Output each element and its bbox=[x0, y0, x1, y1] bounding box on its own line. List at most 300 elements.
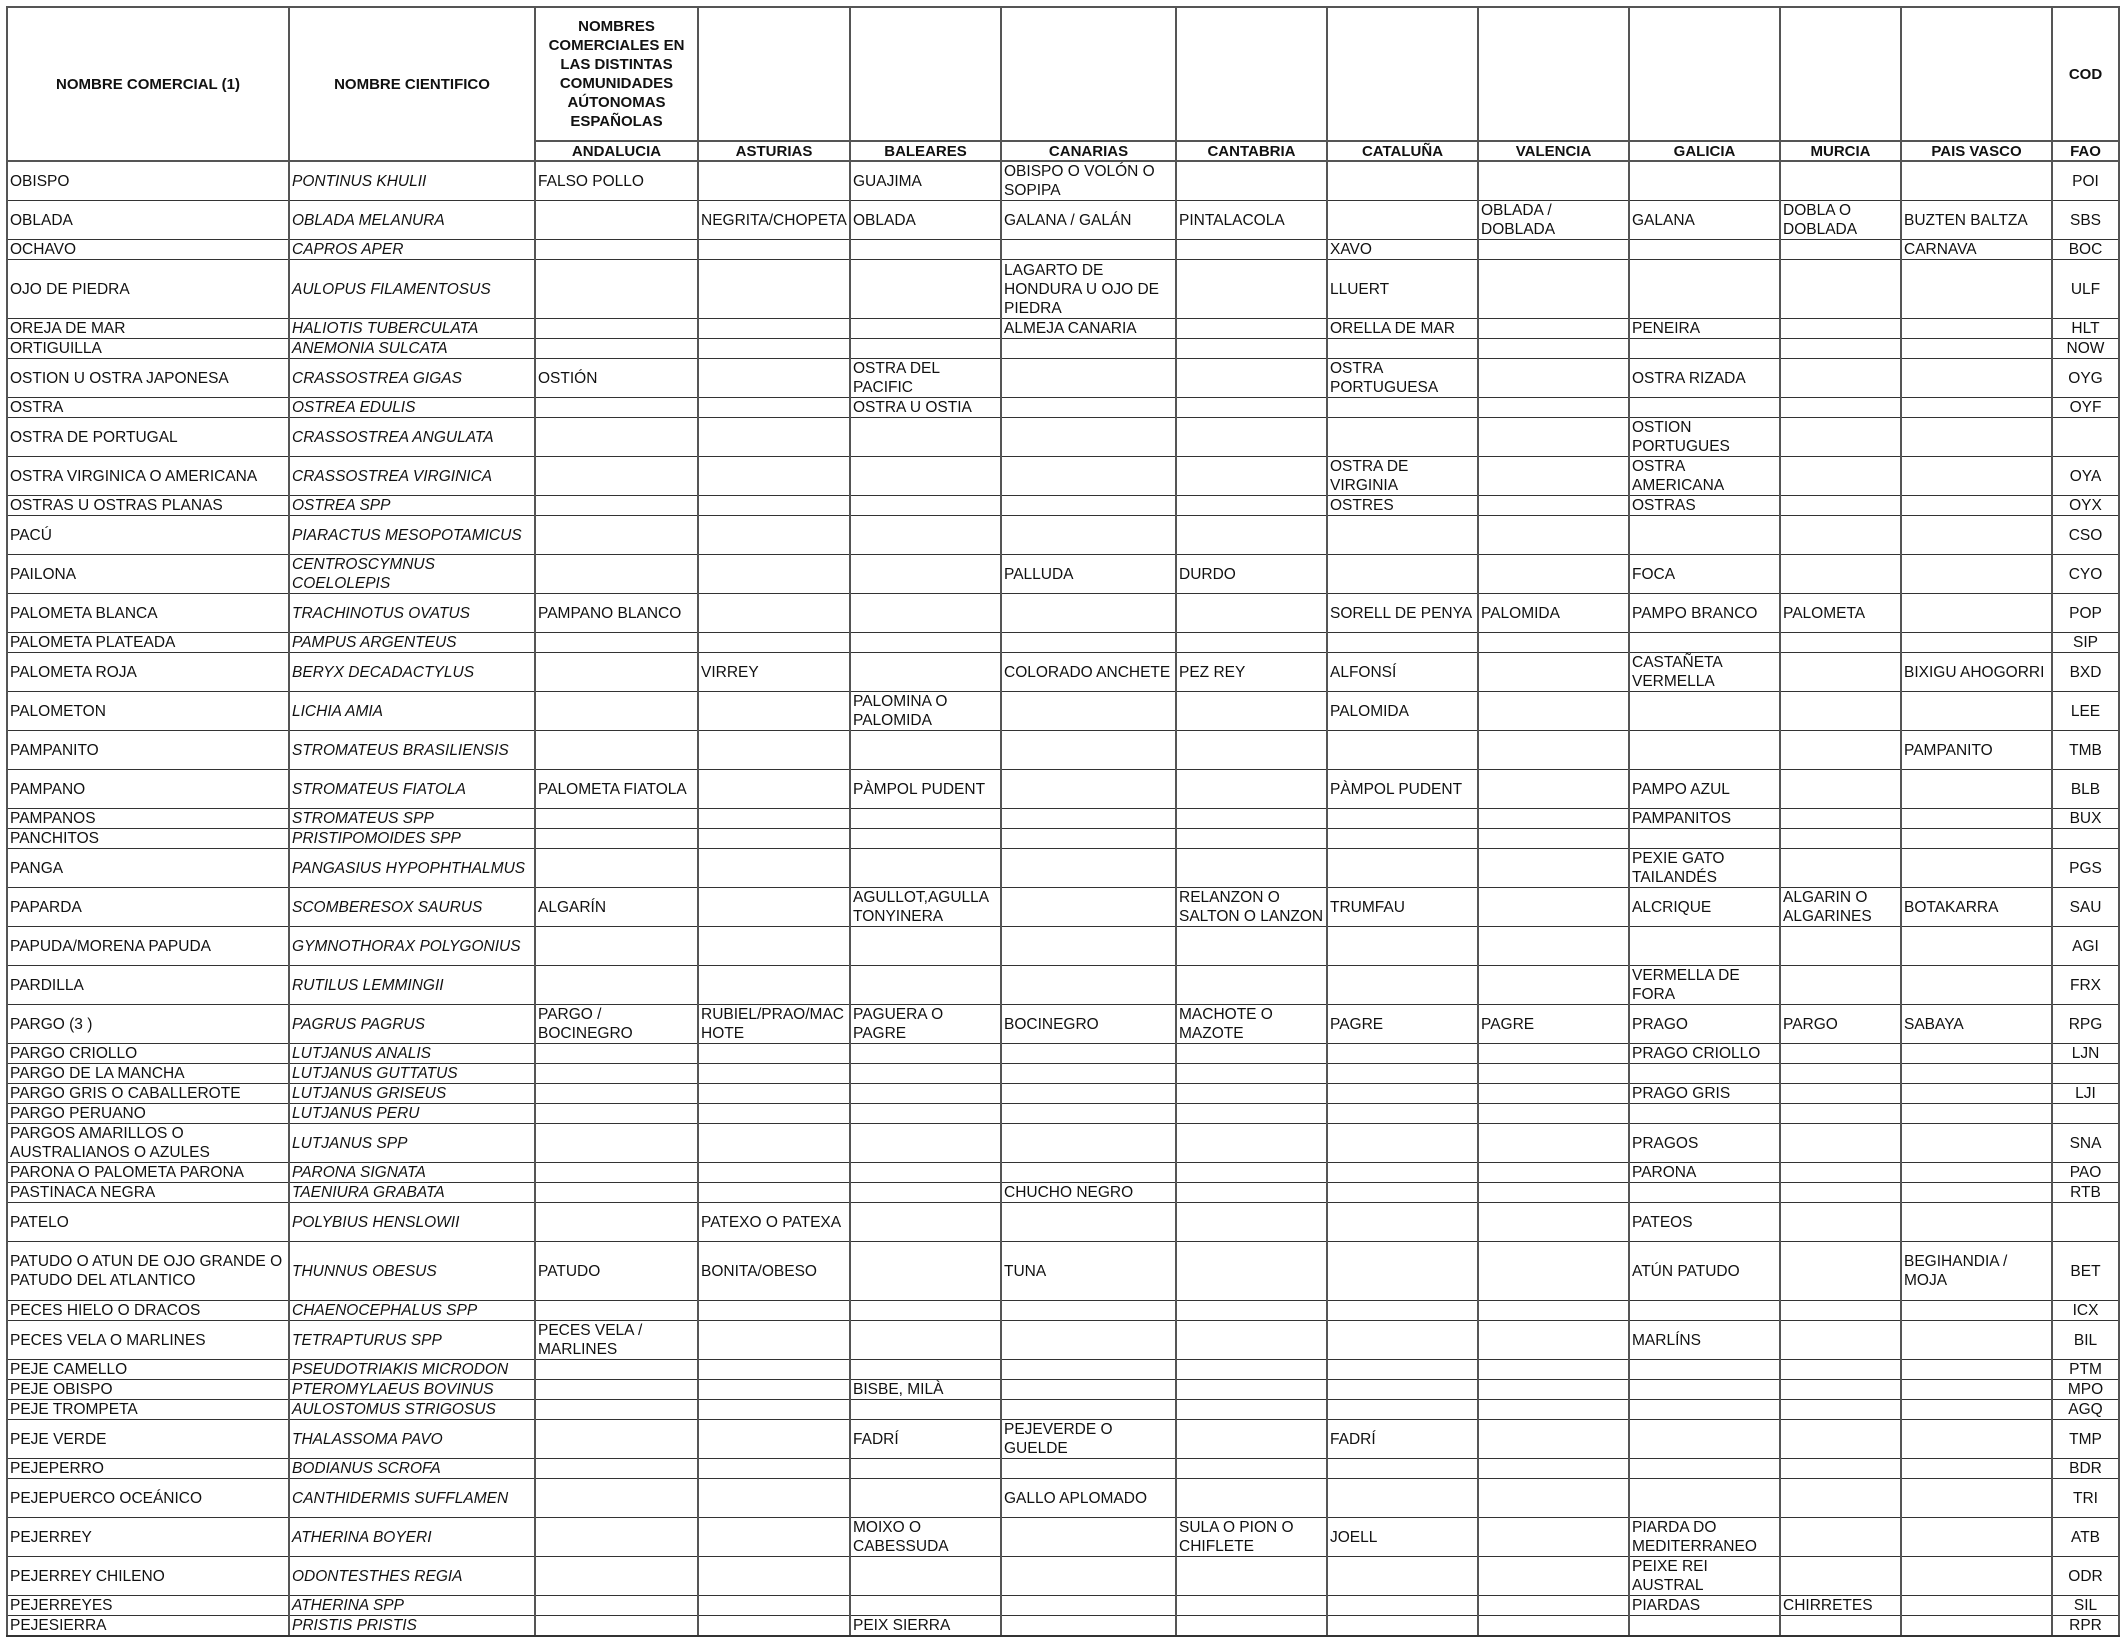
cell-pais-vasco: PAMPANITO bbox=[1901, 731, 2052, 770]
cell-andalucia bbox=[535, 966, 698, 1005]
cell-valencia bbox=[1478, 1044, 1629, 1064]
table-row bbox=[7, 1557, 2119, 1596]
cell-baleares bbox=[850, 966, 1001, 1005]
cell-baleares: PÀMPOL PUDENT bbox=[850, 770, 1001, 809]
cell-cantabria bbox=[1176, 1163, 1327, 1183]
cell-pais-vasco bbox=[1901, 633, 2052, 653]
cell-asturias bbox=[698, 1479, 850, 1518]
cell-asturias: PATEXO O PATEXA bbox=[698, 1203, 850, 1242]
cell-fao-code: LJN bbox=[2052, 1044, 2119, 1064]
cell-asturias bbox=[698, 240, 850, 260]
cell-nombre-comercial: PALOMETA BLANCA bbox=[7, 594, 289, 633]
header-blank bbox=[1001, 7, 1176, 141]
table-row bbox=[7, 1400, 2119, 1420]
cell-nombre-cientifico: GYMNOTHORAX POLYGONIUS bbox=[289, 927, 535, 966]
cell-canarias: GALANA / GALÁN bbox=[1001, 201, 1176, 240]
cell-asturias bbox=[698, 1360, 850, 1380]
cell-murcia bbox=[1780, 1203, 1901, 1242]
cell-nombre-comercial: PEJESIERRA bbox=[7, 1616, 289, 1637]
cell-cantabria bbox=[1176, 966, 1327, 1005]
cell-pais-vasco bbox=[1901, 260, 2052, 319]
cell-nombre-cientifico: LUTJANUS ANALIS bbox=[289, 1044, 535, 1064]
cell-galicia: PRAGO CRIOLLO bbox=[1629, 1044, 1780, 1064]
cell-baleares bbox=[850, 1557, 1001, 1596]
cell-valencia: PAGRE bbox=[1478, 1005, 1629, 1044]
cell-nombre-cientifico: CAPROS APER bbox=[289, 240, 535, 260]
cell-canarias bbox=[1001, 1104, 1176, 1124]
cell-galicia: PIARDAS bbox=[1629, 1596, 1780, 1616]
cell-andalucia bbox=[535, 1104, 698, 1124]
cell-valencia bbox=[1478, 457, 1629, 496]
cell-valencia bbox=[1478, 809, 1629, 829]
cell-valencia bbox=[1478, 888, 1629, 927]
cell-cantabria bbox=[1176, 1557, 1327, 1596]
cell-asturias bbox=[698, 398, 850, 418]
cell-pais-vasco: BIXIGU AHOGORRI bbox=[1901, 653, 2052, 692]
cell-fao-code: ICX bbox=[2052, 1301, 2119, 1321]
cell-galicia bbox=[1629, 1479, 1780, 1518]
cell-nombre-cientifico: BERYX DECADACTYLUS bbox=[289, 653, 535, 692]
cell-nombre-cientifico: PONTINUS KHULII bbox=[289, 161, 535, 201]
cell-asturias bbox=[698, 339, 850, 359]
cell-canarias bbox=[1001, 496, 1176, 516]
header-nombre-comercial: NOMBRE COMERCIAL (1) bbox=[7, 7, 289, 161]
cell-canarias: PALLUDA bbox=[1001, 555, 1176, 594]
cell-asturias bbox=[698, 829, 850, 849]
cell-cataluna bbox=[1327, 927, 1478, 966]
cell-pais-vasco bbox=[1901, 161, 2052, 201]
cell-asturias bbox=[698, 457, 850, 496]
cell-canarias: OBISPO O VOLÓN O SOPIPA bbox=[1001, 161, 1176, 201]
cell-fao-code: AGQ bbox=[2052, 1400, 2119, 1420]
cell-cataluna bbox=[1327, 161, 1478, 201]
cell-nombre-comercial: OSTRA VIRGINICA O AMERICANA bbox=[7, 457, 289, 496]
cell-cantabria bbox=[1176, 594, 1327, 633]
cell-pais-vasco bbox=[1901, 1203, 2052, 1242]
header-region-cataluna: CATALUÑA bbox=[1327, 141, 1478, 161]
cell-asturias bbox=[698, 1183, 850, 1203]
table-row bbox=[7, 1163, 2119, 1183]
header-cod: COD bbox=[2052, 7, 2119, 141]
cell-canarias bbox=[1001, 1380, 1176, 1400]
cell-galicia bbox=[1629, 1616, 1780, 1637]
cell-asturias bbox=[698, 1124, 850, 1163]
cell-murcia bbox=[1780, 1044, 1901, 1064]
cell-cantabria bbox=[1176, 161, 1327, 201]
cell-valencia bbox=[1478, 516, 1629, 555]
table-row bbox=[7, 1084, 2119, 1104]
cell-nombre-cientifico: TETRAPTURUS SPP bbox=[289, 1321, 535, 1360]
cell-pais-vasco: BOTAKARRA bbox=[1901, 888, 2052, 927]
cell-valencia bbox=[1478, 1242, 1629, 1301]
cell-pais-vasco bbox=[1901, 829, 2052, 849]
cell-nombre-comercial: PARDILLA bbox=[7, 966, 289, 1005]
cell-valencia bbox=[1478, 1420, 1629, 1459]
cell-canarias bbox=[1001, 1163, 1176, 1183]
cell-cataluna bbox=[1327, 849, 1478, 888]
cell-canarias: TUNA bbox=[1001, 1242, 1176, 1301]
cell-cantabria: SULA O PION O CHIFLETE bbox=[1176, 1518, 1327, 1557]
cell-pais-vasco: BUZTEN BALTZA bbox=[1901, 201, 2052, 240]
cell-nombre-cientifico: LICHIA AMIA bbox=[289, 692, 535, 731]
table-row bbox=[7, 809, 2119, 829]
table-row bbox=[7, 1301, 2119, 1321]
cell-fao-code: POI bbox=[2052, 161, 2119, 201]
cell-asturias bbox=[698, 1459, 850, 1479]
cell-galicia bbox=[1629, 398, 1780, 418]
cell-fao-code bbox=[2052, 418, 2119, 457]
table-row bbox=[7, 1005, 2119, 1044]
cell-asturias bbox=[698, 770, 850, 809]
cell-baleares bbox=[850, 594, 1001, 633]
cell-pais-vasco bbox=[1901, 418, 2052, 457]
cell-galicia bbox=[1629, 633, 1780, 653]
cell-nombre-comercial: PATELO bbox=[7, 1203, 289, 1242]
table-row bbox=[7, 770, 2119, 809]
cell-nombre-cientifico: RUTILUS LEMMINGII bbox=[289, 966, 535, 1005]
cell-canarias: CHUCHO NEGRO bbox=[1001, 1183, 1176, 1203]
table-row bbox=[7, 1242, 2119, 1301]
header-fao: FAO bbox=[2052, 141, 2119, 161]
cell-cantabria bbox=[1176, 240, 1327, 260]
cell-galicia: ALCRIQUE bbox=[1629, 888, 1780, 927]
cell-cataluna bbox=[1327, 633, 1478, 653]
cell-galicia bbox=[1629, 1183, 1780, 1203]
cell-murcia bbox=[1780, 496, 1901, 516]
cell-canarias: COLORADO ANCHETE bbox=[1001, 653, 1176, 692]
cell-murcia bbox=[1780, 849, 1901, 888]
cell-murcia: PALOMETA bbox=[1780, 594, 1901, 633]
cell-cataluna bbox=[1327, 966, 1478, 1005]
cell-cataluna: JOELL bbox=[1327, 1518, 1478, 1557]
cell-galicia bbox=[1629, 260, 1780, 319]
cell-pais-vasco bbox=[1901, 339, 2052, 359]
header-blank bbox=[850, 7, 1001, 141]
cell-cataluna: XAVO bbox=[1327, 240, 1478, 260]
cell-valencia bbox=[1478, 1301, 1629, 1321]
cell-galicia bbox=[1629, 692, 1780, 731]
cell-andalucia bbox=[535, 319, 698, 339]
cell-cataluna bbox=[1327, 1203, 1478, 1242]
cell-baleares bbox=[850, 1400, 1001, 1420]
cell-fao-code: PGS bbox=[2052, 849, 2119, 888]
cell-cataluna bbox=[1327, 809, 1478, 829]
cell-fao-code: OYA bbox=[2052, 457, 2119, 496]
cell-canarias bbox=[1001, 1124, 1176, 1163]
cell-murcia bbox=[1780, 1064, 1901, 1084]
cell-asturias bbox=[698, 1321, 850, 1360]
cell-nombre-comercial: PEJEPERRO bbox=[7, 1459, 289, 1479]
table-row bbox=[7, 1380, 2119, 1400]
cell-asturias: BONITA/OBESO bbox=[698, 1242, 850, 1301]
cell-nombre-comercial: PEJE CAMELLO bbox=[7, 1360, 289, 1380]
table-row bbox=[7, 319, 2119, 339]
cell-cataluna: TRUMFAU bbox=[1327, 888, 1478, 927]
header-blank bbox=[1327, 7, 1478, 141]
cell-nombre-cientifico: ODONTESTHES REGIA bbox=[289, 1557, 535, 1596]
cell-pais-vasco bbox=[1901, 516, 2052, 555]
cell-baleares bbox=[850, 633, 1001, 653]
cell-nombre-cientifico: THALASSOMA PAVO bbox=[289, 1420, 535, 1459]
cell-andalucia: PATUDO bbox=[535, 1242, 698, 1301]
cell-pais-vasco bbox=[1901, 1479, 2052, 1518]
cell-murcia bbox=[1780, 966, 1901, 1005]
cell-pais-vasco bbox=[1901, 1064, 2052, 1084]
cell-andalucia: PALOMETA FIATOLA bbox=[535, 770, 698, 809]
cell-nombre-comercial: PAPUDA/MORENA PAPUDA bbox=[7, 927, 289, 966]
cell-canarias: GALLO APLOMADO bbox=[1001, 1479, 1176, 1518]
cell-andalucia bbox=[535, 829, 698, 849]
cell-fao-code: ATB bbox=[2052, 1518, 2119, 1557]
cell-andalucia bbox=[535, 1163, 698, 1183]
cell-cataluna: OSTRES bbox=[1327, 496, 1478, 516]
cell-nombre-cientifico: AULOSTOMUS STRIGOSUS bbox=[289, 1400, 535, 1420]
cell-nombre-cientifico: STROMATEUS BRASILIENSIS bbox=[289, 731, 535, 770]
cell-pais-vasco bbox=[1901, 809, 2052, 829]
cell-fao-code: BOC bbox=[2052, 240, 2119, 260]
header-region-pais-vasco: PAIS VASCO bbox=[1901, 141, 2052, 161]
species-names-table bbox=[6, 6, 2120, 1637]
cell-canarias bbox=[1001, 927, 1176, 966]
table-row bbox=[7, 1064, 2119, 1084]
cell-galicia bbox=[1629, 516, 1780, 555]
cell-baleares bbox=[850, 829, 1001, 849]
cell-fao-code bbox=[2052, 829, 2119, 849]
cell-canarias bbox=[1001, 1360, 1176, 1380]
cell-pais-vasco bbox=[1901, 1596, 2052, 1616]
cell-pais-vasco bbox=[1901, 1104, 2052, 1124]
cell-nombre-comercial: PECES VELA O MARLINES bbox=[7, 1321, 289, 1360]
header-region-galicia: GALICIA bbox=[1629, 141, 1780, 161]
cell-nombre-comercial: PEJERREY bbox=[7, 1518, 289, 1557]
cell-galicia: PEIXE REI AUSTRAL bbox=[1629, 1557, 1780, 1596]
cell-murcia bbox=[1780, 339, 1901, 359]
cell-pais-vasco bbox=[1901, 692, 2052, 731]
cell-nombre-comercial: PEJE OBISPO bbox=[7, 1380, 289, 1400]
cell-asturias bbox=[698, 161, 850, 201]
table-row bbox=[7, 888, 2119, 927]
cell-fao-code: RPG bbox=[2052, 1005, 2119, 1044]
cell-valencia bbox=[1478, 731, 1629, 770]
cell-cataluna bbox=[1327, 1557, 1478, 1596]
cell-galicia bbox=[1629, 1459, 1780, 1479]
cell-murcia bbox=[1780, 418, 1901, 457]
cell-andalucia bbox=[535, 653, 698, 692]
cell-andalucia bbox=[535, 809, 698, 829]
cell-cantabria bbox=[1176, 692, 1327, 731]
cell-canarias bbox=[1001, 1616, 1176, 1637]
cell-pais-vasco bbox=[1901, 927, 2052, 966]
cell-canarias bbox=[1001, 594, 1176, 633]
cell-valencia bbox=[1478, 1064, 1629, 1084]
cell-fao-code: TMP bbox=[2052, 1420, 2119, 1459]
cell-valencia bbox=[1478, 849, 1629, 888]
cell-cataluna bbox=[1327, 1163, 1478, 1183]
cell-galicia bbox=[1629, 1064, 1780, 1084]
cell-canarias bbox=[1001, 731, 1176, 770]
cell-cantabria bbox=[1176, 1183, 1327, 1203]
cell-murcia bbox=[1780, 1380, 1901, 1400]
table-row bbox=[7, 496, 2119, 516]
cell-baleares bbox=[850, 1301, 1001, 1321]
cell-cataluna bbox=[1327, 555, 1478, 594]
cell-nombre-comercial: PANGA bbox=[7, 849, 289, 888]
cell-galicia: PIARDA DO MEDITERRANEO bbox=[1629, 1518, 1780, 1557]
cell-pais-vasco bbox=[1901, 457, 2052, 496]
cell-baleares bbox=[850, 339, 1001, 359]
cell-cataluna bbox=[1327, 418, 1478, 457]
cell-andalucia bbox=[535, 927, 698, 966]
cell-valencia bbox=[1478, 1163, 1629, 1183]
cell-andalucia bbox=[535, 1479, 698, 1518]
cell-fao-code: SBS bbox=[2052, 201, 2119, 240]
cell-valencia bbox=[1478, 555, 1629, 594]
cell-galicia: OSTION PORTUGUES bbox=[1629, 418, 1780, 457]
cell-cataluna: FADRÍ bbox=[1327, 1420, 1478, 1459]
cell-pais-vasco bbox=[1901, 1380, 2052, 1400]
table-row bbox=[7, 339, 2119, 359]
header-blank bbox=[1176, 7, 1327, 141]
cell-murcia bbox=[1780, 1163, 1901, 1183]
cell-asturias bbox=[698, 1557, 850, 1596]
cell-cantabria bbox=[1176, 633, 1327, 653]
cell-valencia bbox=[1478, 260, 1629, 319]
table-row bbox=[7, 1596, 2119, 1616]
cell-andalucia bbox=[535, 1557, 698, 1596]
cell-valencia bbox=[1478, 633, 1629, 653]
cell-cantabria bbox=[1176, 418, 1327, 457]
cell-cataluna: LLUERT bbox=[1327, 260, 1478, 319]
cell-pais-vasco bbox=[1901, 359, 2052, 398]
cell-nombre-cientifico: PARONA SIGNATA bbox=[289, 1163, 535, 1183]
cell-murcia bbox=[1780, 653, 1901, 692]
cell-andalucia bbox=[535, 496, 698, 516]
cell-fao-code: SNA bbox=[2052, 1124, 2119, 1163]
cell-cataluna bbox=[1327, 1124, 1478, 1163]
cell-cataluna bbox=[1327, 1479, 1478, 1518]
cell-galicia: GALANA bbox=[1629, 201, 1780, 240]
cell-valencia bbox=[1478, 966, 1629, 1005]
cell-valencia bbox=[1478, 1084, 1629, 1104]
cell-nombre-comercial: PAPARDA bbox=[7, 888, 289, 927]
cell-galicia: ATÚN PATUDO bbox=[1629, 1242, 1780, 1301]
cell-nombre-cientifico: AULOPUS FILAMENTOSUS bbox=[289, 260, 535, 319]
cell-andalucia bbox=[535, 1420, 698, 1459]
table-row bbox=[7, 829, 2119, 849]
cell-nombre-cientifico: ANEMONIA SULCATA bbox=[289, 339, 535, 359]
cell-canarias bbox=[1001, 633, 1176, 653]
cell-andalucia bbox=[535, 692, 698, 731]
cell-fao-code bbox=[2052, 1203, 2119, 1242]
cell-fao-code: FRX bbox=[2052, 966, 2119, 1005]
table-row bbox=[7, 692, 2119, 731]
cell-murcia bbox=[1780, 1084, 1901, 1104]
cell-cataluna bbox=[1327, 1183, 1478, 1203]
cell-cataluna bbox=[1327, 1380, 1478, 1400]
cell-baleares bbox=[850, 1104, 1001, 1124]
header-region-murcia: MURCIA bbox=[1780, 141, 1901, 161]
cell-valencia bbox=[1478, 1360, 1629, 1380]
cell-cantabria bbox=[1176, 1596, 1327, 1616]
cell-cantabria bbox=[1176, 1104, 1327, 1124]
cell-galicia: PRAGOS bbox=[1629, 1124, 1780, 1163]
cell-murcia bbox=[1780, 161, 1901, 201]
cell-canarias bbox=[1001, 1301, 1176, 1321]
cell-fao-code: ODR bbox=[2052, 1557, 2119, 1596]
cell-nombre-cientifico: CRASSOSTREA VIRGINICA bbox=[289, 457, 535, 496]
cell-nombre-cientifico: PSEUDOTRIAKIS MICRODON bbox=[289, 1360, 535, 1380]
table-row bbox=[7, 1183, 2119, 1203]
cell-murcia: PARGO bbox=[1780, 1005, 1901, 1044]
cell-asturias bbox=[698, 888, 850, 927]
cell-nombre-cientifico: ATHERINA BOYERI bbox=[289, 1518, 535, 1557]
cell-nombre-cientifico: PRISTIS PRISTIS bbox=[289, 1616, 535, 1637]
cell-pais-vasco bbox=[1901, 1420, 2052, 1459]
cell-fao-code: SIP bbox=[2052, 633, 2119, 653]
table-row bbox=[7, 633, 2119, 653]
cell-murcia bbox=[1780, 1242, 1901, 1301]
header-region-valencia: VALENCIA bbox=[1478, 141, 1629, 161]
cell-murcia bbox=[1780, 516, 1901, 555]
cell-pais-vasco bbox=[1901, 1301, 2052, 1321]
cell-nombre-cientifico: OSTREA SPP bbox=[289, 496, 535, 516]
cell-valencia bbox=[1478, 829, 1629, 849]
table-row bbox=[7, 927, 2119, 966]
cell-baleares bbox=[850, 1124, 1001, 1163]
cell-baleares bbox=[850, 1459, 1001, 1479]
cell-cataluna: SORELL DE PENYA bbox=[1327, 594, 1478, 633]
cell-cataluna bbox=[1327, 1596, 1478, 1616]
cell-andalucia bbox=[535, 1459, 698, 1479]
cell-valencia bbox=[1478, 1616, 1629, 1637]
cell-pais-vasco bbox=[1901, 555, 2052, 594]
cell-fao-code: BXD bbox=[2052, 653, 2119, 692]
cell-galicia: PAMPO BRANCO bbox=[1629, 594, 1780, 633]
cell-baleares: AGULLOT,AGULLA TONYINERA bbox=[850, 888, 1001, 927]
cell-cataluna bbox=[1327, 1400, 1478, 1420]
cell-fao-code bbox=[2052, 1104, 2119, 1124]
cell-murcia bbox=[1780, 457, 1901, 496]
header-nombre-cientifico: NOMBRE CIENTIFICO bbox=[289, 7, 535, 161]
cell-canarias: LAGARTO DE HONDURA U OJO DE PIEDRA bbox=[1001, 260, 1176, 319]
cell-nombre-comercial: OSTION U OSTRA JAPONESA bbox=[7, 359, 289, 398]
cell-nombre-cientifico: SCOMBERESOX SAURUS bbox=[289, 888, 535, 927]
cell-andalucia bbox=[535, 1380, 698, 1400]
cell-fao-code: CYO bbox=[2052, 555, 2119, 594]
cell-murcia bbox=[1780, 1301, 1901, 1321]
cell-cantabria: RELANZON O SALTON O LANZON bbox=[1176, 888, 1327, 927]
cell-baleares: PAGUERA O PAGRE bbox=[850, 1005, 1001, 1044]
cell-valencia bbox=[1478, 359, 1629, 398]
cell-andalucia bbox=[535, 849, 698, 888]
cell-baleares bbox=[850, 731, 1001, 770]
cell-asturias bbox=[698, 1104, 850, 1124]
cell-nombre-comercial: OBISPO bbox=[7, 161, 289, 201]
cell-baleares bbox=[850, 516, 1001, 555]
cell-murcia bbox=[1780, 260, 1901, 319]
cell-fao-code: HLT bbox=[2052, 319, 2119, 339]
table-row bbox=[7, 731, 2119, 770]
cell-murcia bbox=[1780, 240, 1901, 260]
cell-baleares bbox=[850, 555, 1001, 594]
cell-baleares bbox=[850, 1084, 1001, 1104]
cell-asturias: NEGRITA/CHOPETA bbox=[698, 201, 850, 240]
cell-canarias: BOCINEGRO bbox=[1001, 1005, 1176, 1044]
header-blank bbox=[1901, 7, 2052, 141]
cell-galicia: PEXIE GATO TAILANDÉS bbox=[1629, 849, 1780, 888]
cell-baleares bbox=[850, 1596, 1001, 1616]
cell-nombre-comercial: PEJERREYES bbox=[7, 1596, 289, 1616]
